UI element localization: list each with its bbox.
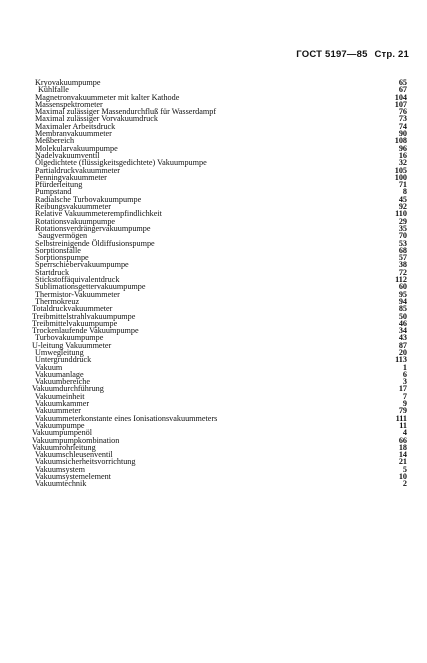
index-term: Selbstreinigende Öldiffusionspumpe	[35, 238, 155, 248]
index-page-number: 71	[398, 180, 407, 190]
index-term: Sorptionsfalle	[35, 245, 81, 255]
index-term: Vakuumeinheit	[35, 391, 85, 401]
index-page-number: 104	[394, 92, 407, 102]
index-term: Vakuumtechnik	[35, 479, 87, 489]
index-page-number: 17	[398, 384, 407, 394]
index-term: Thermokreuz	[35, 296, 80, 306]
index-page-number: 6	[402, 369, 407, 379]
index-term: Umwegleitung	[35, 347, 84, 357]
index-page-number: 11	[399, 420, 407, 430]
index-page-number: 96	[398, 143, 407, 153]
index-term: Pumpstand	[35, 187, 72, 197]
index-term: Turbovakuumpumpe	[35, 333, 104, 343]
index-page-number: 20	[398, 347, 407, 357]
index-entry	[32, 415, 407, 422]
index-term: Stickstoffäquivalentdruck	[35, 275, 120, 285]
index-term: Vakuumkammer	[35, 399, 90, 409]
index-term: Molekularvakuumpumpe	[35, 143, 118, 153]
index-term: Vakuumsystem	[35, 464, 86, 474]
index-entry	[32, 261, 407, 268]
index-page-number: 95	[398, 289, 407, 299]
index-page-number: 1	[402, 362, 407, 372]
index-term: Untergrunddruck	[35, 355, 92, 365]
index-entry	[32, 240, 407, 247]
index-entry	[32, 473, 407, 480]
index-page-number: 90	[398, 129, 407, 139]
index-term: Reibungsvakuummeter	[35, 202, 111, 212]
index-entry	[32, 400, 407, 407]
index-page-number: 2	[402, 479, 407, 489]
index-page-number: 9	[402, 399, 407, 409]
index-page-number: 110	[395, 209, 407, 219]
index-term: Saugvermögen	[38, 231, 88, 241]
index-term: Ölgedichtete (flüssigkeitsgedichtete) Vakuumpumpe	[35, 158, 207, 168]
index-page-number: 66	[398, 435, 407, 445]
index-entry	[32, 385, 407, 392]
index-entry	[32, 364, 407, 371]
index-term: Nadelvakuumventil	[35, 150, 100, 160]
index-entry	[32, 130, 407, 137]
index-term: Vakuumanlage	[35, 369, 84, 379]
index-term: Startdruck	[35, 267, 70, 277]
index-page-number: 76	[398, 107, 407, 117]
page-number: Стр. 21	[374, 49, 409, 60]
index-page-number: 68	[398, 245, 407, 255]
index-term: Totaldruckvakuummeter	[32, 304, 113, 314]
index-term: Kühlfalle	[38, 85, 69, 95]
index-term: Magnetronvakuummeter mit kalter Kathode	[35, 92, 180, 102]
index-term: Vakuumsystemelement	[35, 472, 111, 482]
index-page-number: 113	[395, 355, 407, 365]
index-term: Vakuumdurchführung	[32, 384, 104, 394]
index-page-number: 67	[398, 85, 407, 95]
index-page-number: 100	[394, 172, 407, 182]
index-list	[32, 79, 407, 488]
index-page-number: 5	[402, 464, 407, 474]
index-page-number: 57	[398, 253, 407, 263]
index-page-number: 35	[398, 223, 407, 233]
index-page-number: 85	[398, 304, 407, 314]
index-page-number: 3	[402, 377, 407, 387]
index-term: Maximal zulässiger Massendurchfluß für Wasserdampf	[35, 107, 217, 117]
index-term: Treibmittelstrahlvakuumpumpe	[32, 311, 136, 321]
index-page-number: 8	[402, 187, 407, 197]
index-entry	[32, 480, 407, 487]
index-page-number: 46	[398, 318, 407, 328]
index-page-number: 32	[398, 158, 407, 168]
index-page-number: 50	[398, 311, 407, 321]
index-term: Meßbereich	[35, 136, 75, 146]
index-term: Sublimationsgettervakuumpumpe	[35, 282, 146, 292]
index-term: Vakuummeterkonstante eines Ionisationsvakuummeters	[35, 413, 218, 423]
index-entry	[32, 174, 407, 181]
index-term: Penningvakuummeter	[35, 172, 107, 182]
index-term: Sorptionspumpe	[35, 253, 89, 263]
index-term: Pfürderleitung	[35, 180, 83, 190]
index-page-number: 10	[398, 472, 407, 482]
index-term: Vakuumpumpkombination	[32, 435, 120, 445]
index-term: Vakuumrohrleitung	[32, 442, 96, 452]
index-page-number: 108	[394, 136, 407, 146]
index-page-number: 45	[398, 194, 407, 204]
standard-number: ГОСТ 5197—85	[296, 49, 368, 60]
index-page-number: 87	[398, 340, 407, 350]
index-term: Vakuummeter	[35, 406, 81, 416]
index-page-number: 43	[398, 333, 407, 343]
index-page-number: 14	[398, 450, 407, 460]
index-page-number: 65	[398, 78, 407, 87]
index-page-number: 34	[398, 326, 407, 336]
index-term: Sperrschiebervakuumpumpe	[35, 260, 129, 270]
index-entry	[32, 181, 407, 188]
index-page-number: 72	[398, 267, 407, 277]
index-page-number: 16	[398, 150, 407, 160]
index-entry	[32, 342, 407, 349]
index-term: Vakuumpumpenöl	[32, 428, 93, 438]
index-page-number: 79	[398, 406, 407, 416]
index-term: Rotationsvakuumpumpe	[35, 216, 116, 226]
index-page-number: 53	[398, 238, 407, 248]
index-term: Treibmittelvakuumpumpe	[32, 318, 118, 328]
index-page-number: 29	[398, 216, 407, 226]
index-term: Vakuumpumpe	[35, 420, 85, 430]
index-term: Massenspektrometer	[35, 99, 103, 109]
index-term: Vakuum	[35, 362, 63, 372]
index-page-number: 107	[394, 99, 407, 109]
index-entry	[32, 225, 407, 232]
index-page-number: 94	[398, 296, 407, 306]
index-term: Trockenlaufende Vakuumpumpe	[32, 326, 139, 336]
index-page-number: 4	[402, 428, 407, 438]
index-term: Thermistor-Vakuummeter	[35, 289, 120, 299]
index-entry	[32, 291, 407, 298]
index-term: Membranvakuummeter	[35, 129, 112, 139]
index-term: Vakuumbereiche	[35, 377, 91, 387]
index-page-number: 74	[398, 121, 407, 131]
index-term: Maximal zulässiger Vorvakuumdruck	[35, 114, 158, 124]
index-page-number: 7	[402, 391, 407, 401]
index-page-number: 112	[395, 275, 407, 285]
page-header	[292, 49, 409, 60]
index-page-number: 70	[398, 231, 407, 241]
index-page-number: 111	[395, 413, 407, 423]
index-page-number: 73	[398, 114, 407, 124]
index-page-number: 92	[398, 202, 407, 212]
index-page-number: 105	[394, 165, 407, 175]
index-term: U-leitung Vakuummeter	[32, 340, 112, 350]
index-term: Vakuumschleusenventil	[35, 450, 113, 460]
index-entry	[32, 79, 407, 86]
index-term: Partialdruckvakuummeter	[35, 165, 121, 175]
index-term: Kryovakuumpumpe	[35, 78, 101, 87]
index-page-number: 21	[398, 457, 407, 467]
index-term: Rotationsverdrängervakuumpumpe	[35, 223, 151, 233]
index-term: Vakuumsicherheitsvorrichtung	[35, 457, 136, 467]
index-page-number: 60	[398, 282, 407, 292]
index-term: Radialsche Turbovakuumpumpe	[35, 194, 142, 204]
index-page-number: 18	[398, 442, 407, 452]
index-term: Maximaler Arbeitsdruck	[35, 121, 116, 131]
index-page-number: 38	[398, 260, 407, 270]
index-term: Relative Vakuummeterempfindlichkeit	[35, 209, 162, 219]
index-entry	[32, 356, 407, 363]
index-entry	[32, 458, 407, 465]
